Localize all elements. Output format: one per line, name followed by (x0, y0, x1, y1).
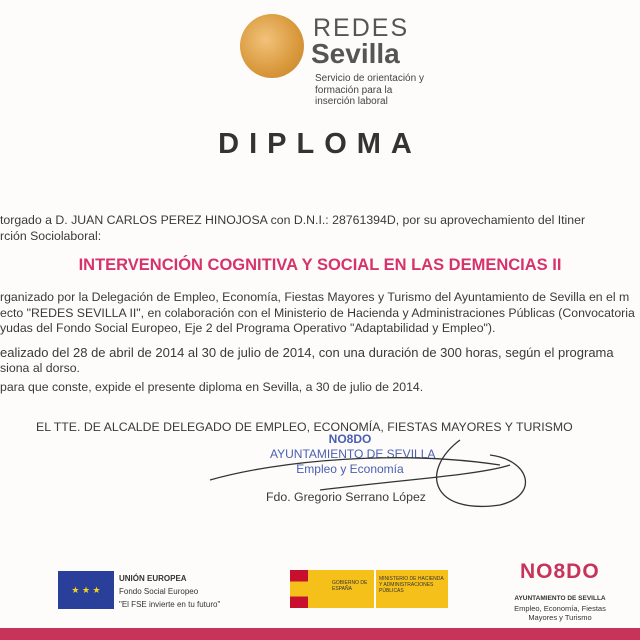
stamp-ayuntamiento: AYUNTAMIENTO DE SEVILLA (270, 447, 436, 461)
gobierno-text: GOBIERNO DE ESPAÑA (332, 580, 368, 592)
eu-title: UNIÓN EUROPEA (119, 574, 187, 583)
organizer-line-3: yudas del Fondo Social Europeo, Eje 2 del Programa Operativo "Adaptabilidad y Empleo"). (0, 321, 496, 335)
nodo-text (500, 594, 620, 623)
redes-sevilla-logo-icon (240, 14, 304, 78)
diploma-title: DIPLOMA (218, 128, 422, 160)
dates-line: ealizado del 28 de abril de 2014 al 30 de julio de 2014, con una duración de 300 horas, según el programa (0, 345, 614, 360)
stamp-nodo: NO8DO (328, 432, 372, 446)
recipient-line-2: rción Sociolaboral: (0, 229, 102, 243)
dates-line-2: siona al dorso. (0, 361, 80, 375)
nodo-logo: NO8DO (520, 560, 600, 583)
eu-text (119, 572, 220, 611)
spain-flag-icon (290, 570, 308, 608)
issue-line: para que conste, expide el presente diploma en Sevilla, a 30 de julio de 2014. (0, 380, 424, 394)
nodo-dept: Empleo, Economía, Fiestas Mayores y Turismo (514, 603, 606, 622)
eu-sub: Fondo Social Europeo (119, 587, 199, 596)
eu-motto: "El FSE invierte en tu futuro" (119, 600, 221, 609)
recipient-line: torgado a D. JUAN CARLOS PEREZ HINOJOSA con D.N.I.: 28761394D, por su aprovechamiento del Itiner (0, 213, 586, 227)
bottom-band (0, 628, 640, 640)
brand-line1: REDES (313, 14, 410, 42)
organizer-line-1: rganizado por la Delegación de Empleo, Economía, Fiestas Mayores y Turismo del Ayuntamiento de Sevilla en el m (0, 290, 630, 304)
signatory-role: EL TTE. DE ALCALDE DELEGADO DE EMPLEO, ECONOMÍA, FIESTAS MAYORES Y TURISMO (36, 420, 573, 434)
signatory-name: Fdo. Gregorio Serrano López (266, 490, 426, 504)
course-title: INTERVENCIÓN COGNITIVA Y SOCIAL EN LAS DEMENCIAS II (78, 256, 562, 274)
brand-line2: Sevilla (311, 38, 400, 69)
ministerio-text: MINISTERIO DE HACIENDA Y ADMINISTRACIONES PÚBLICAS (376, 570, 448, 608)
organizer-line-2: ecto "REDES SEVILLA II", en colaboración con el Ministerio de Hacienda y Administraciones Públicas (Convocatoria (0, 306, 635, 320)
signature-scribble-icon (200, 420, 530, 530)
eu-flag-icon: ★ ★ ★ (58, 571, 114, 609)
nodo-sub: AYUNTAMIENTO DE SEVILLA (514, 595, 606, 602)
stamp-dept: Empleo y Economía (296, 462, 404, 476)
brand-tagline: Servicio de orientación y formación para la inserción laboral (315, 73, 424, 107)
